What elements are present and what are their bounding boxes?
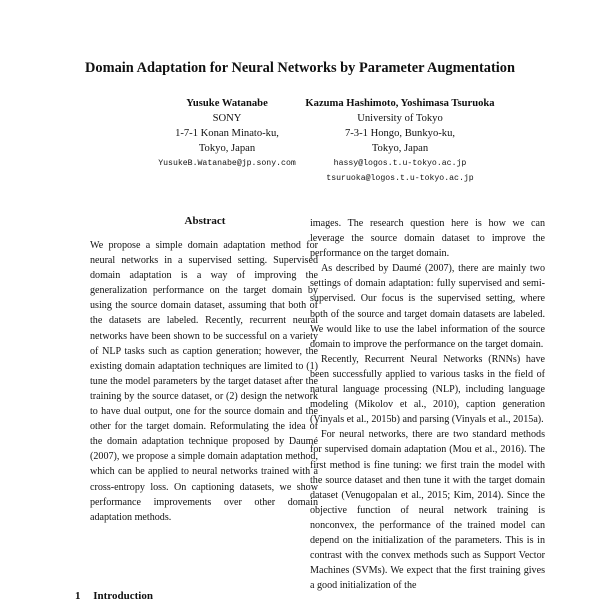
author-email: tsuruoka@logos.t.u-tokyo.ac.jp [326, 174, 474, 183]
author-affiliation-line: Tokyo, Japan [198, 143, 256, 154]
section-title: Introduction [93, 590, 153, 602]
paragraph: As described by Daumé (2007), there are mainly two settings of domain adaptation: fully supervised and semi-supervised. Our focus is the supervised setting, where both of the source and target domain datasets are labeled. We would like to use the label information of the source domain to improve the performance on the target domain. [310, 263, 545, 350]
paragraph: For neural networks, there are two standard methods for supervised domain adaptation (Mou et al., 2016). The first method is fine tuning: we first train the model with the source dataset and then tune it with the target domain dataset (Venugopalan et al., 2015; Kim, 2014). Since the objective function of neural network training is nonconvex, the performance of the trained model can depend on the initialization of the parameters. This is in contrast with the convex methods such as Support Vector Machines (SVMs). We expect that the first training gives a good initialization of the [310, 429, 545, 592]
paragraph: Recently, Recurrent Neural Networks (RNNs) have been successfully applied to various tasks in the field of natural language processing (NLP), including language modeling (Mikolov et al., 2010), caption generation (Vinyals et al., 2015b) and parsing (Vinyals et al., 2015a). [310, 353, 545, 426]
section-heading [75, 590, 153, 602]
abstract-heading: Abstract [184, 215, 226, 227]
author-block-2 [280, 96, 520, 186]
author-affiliation-line: University of Tokyo [357, 113, 443, 124]
paper-title: Domain Adaptation for Neural Networks by Parameter Augmentation [85, 60, 515, 76]
paragraph: images. The research question here is how we can leverage the source domain dataset to improve the performance on the target domain. [310, 218, 545, 260]
author-affiliation-line: SONY [212, 113, 242, 124]
right-column [310, 216, 545, 593]
abstract-body [90, 238, 318, 525]
author-affiliation-line: 1-7-1 Konan Minato-ku, [175, 128, 279, 139]
author-name: Kazuma Hashimoto, Yoshimasa Tsuruoka [305, 98, 495, 109]
author-affiliation-line: Tokyo, Japan [371, 143, 429, 154]
author-name: Yusuke Watanabe [186, 98, 268, 109]
author-email: YusukeB.Watanabe@jp.sony.com [158, 159, 296, 168]
section-number: 1 [75, 590, 81, 602]
author-affiliation-line: 7-3-1 Hongo, Bunkyo-ku, [344, 128, 456, 139]
abstract-text: We propose a simple domain adaptation method for neural networks in a supervised setting. Supervised domain adaptation is a way of improving the generalization performance on the target domain by using the source domain dataset, assuming that both of the datasets are labeled. Recently, recurrent neural networks have been shown to be successful on a variety of NLP tasks such as caption generation; however, the existing domain adaptation techniques are limited to (1) tune the model parameters by the target dataset after the training by the source dataset, or (2) design the network to have dual output, one for the source domain and the other for the target domain. Reformulating the idea of the domain adaptation technique proposed by Daumé (2007), we propose a simple domain adaptation method, which can be applied to neural networks trained with a cross-entropy loss. On captioning datasets, we show performance improvements over other domain adaptation methods. [90, 240, 318, 523]
author-email: hassy@logos.t.u-tokyo.ac.jp [333, 159, 467, 168]
